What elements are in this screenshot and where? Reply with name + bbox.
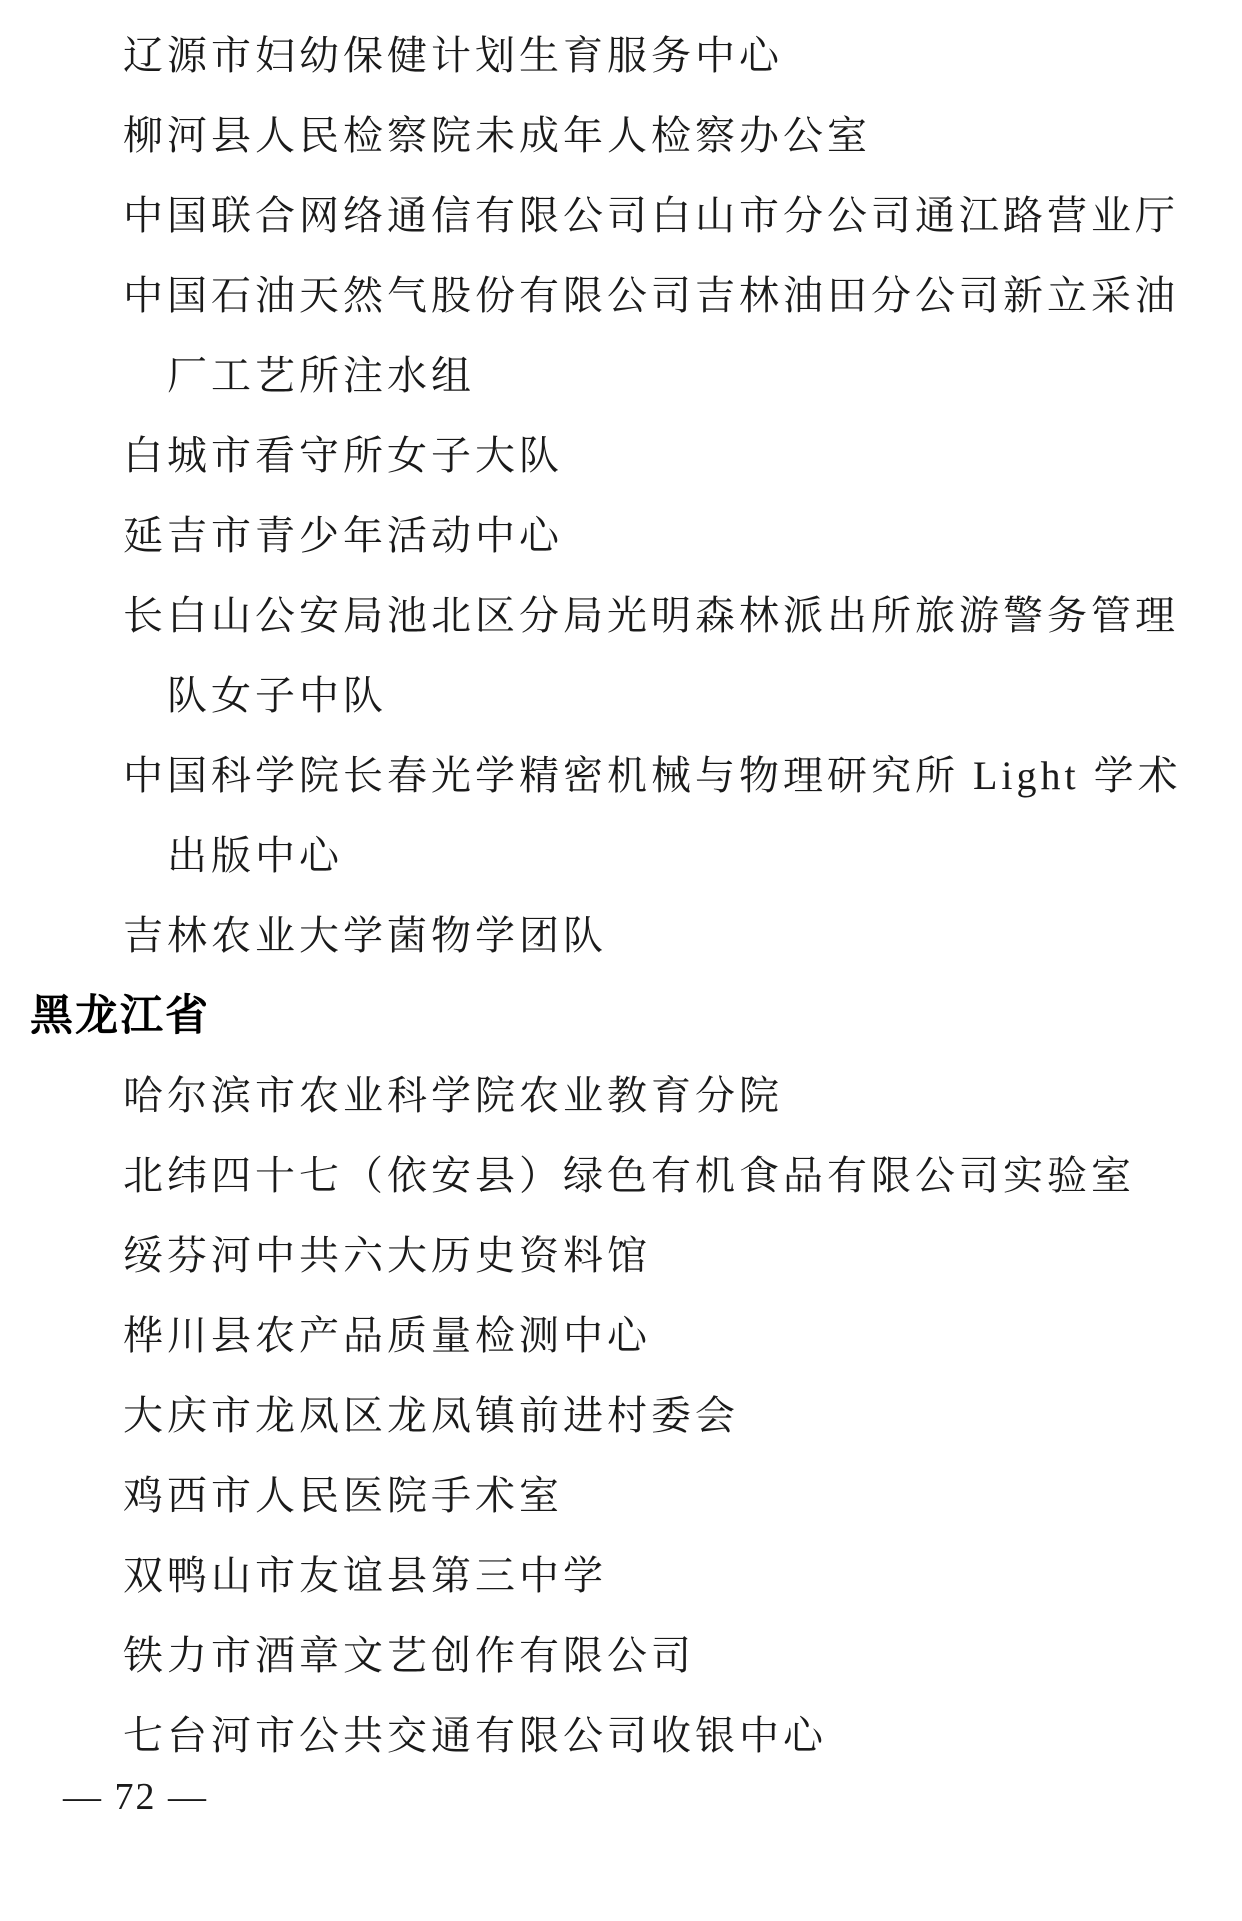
list-item: 柳河县人民检察院未成年人检察办公室 [123, 112, 871, 158]
list-item: 大庆市龙凤区龙凤镇前进村委会 [123, 1392, 739, 1438]
list-item: 哈尔滨市农业科学院农业教育分院 [123, 1072, 783, 1118]
list-item: 辽源市妇幼保健计划生育服务中心 [123, 32, 783, 78]
page-number: — 72 — [63, 1776, 208, 1818]
list-item: 长白山公安局池北区分局光明森林派出所旅游警务管理 [123, 592, 1179, 638]
list-item: 中国石油天然气股份有限公司吉林油田分公司新立采油 [123, 272, 1179, 318]
list-item: 七台河市公共交通有限公司收银中心 [123, 1712, 827, 1758]
list-item: 中国联合网络通信有限公司白山市分公司通江路营业厅 [123, 192, 1179, 238]
list-item-wrap: 厂工艺所注水组 [167, 352, 475, 398]
list-item: 鸡西市人民医院手术室 [123, 1472, 563, 1518]
list-item: 延吉市青少年活动中心 [123, 512, 563, 558]
list-item: 桦川县农产品质量检测中心 [123, 1312, 651, 1358]
list-item: 白城市看守所女子大队 [123, 432, 563, 478]
section-header-heilongjiang: 黑龙江省 [30, 991, 210, 1040]
list-item: 铁力市酒章文艺创作有限公司 [123, 1632, 695, 1678]
list-item: 吉林农业大学菌物学团队 [123, 912, 607, 958]
list-item: 绥芬河中共六大历史资料馆 [123, 1232, 651, 1278]
list-item: 双鸭山市友谊县第三中学 [123, 1552, 607, 1598]
list-item-wrap: 出版中心 [167, 832, 343, 878]
list-item-wrap: 队女子中队 [167, 672, 387, 718]
list-item: 北纬四十七（依安县）绿色有机食品有限公司实验室 [123, 1152, 1135, 1198]
list-item: 中国科学院长春光学精密机械与物理研究所 Light 学术 [123, 752, 1182, 798]
